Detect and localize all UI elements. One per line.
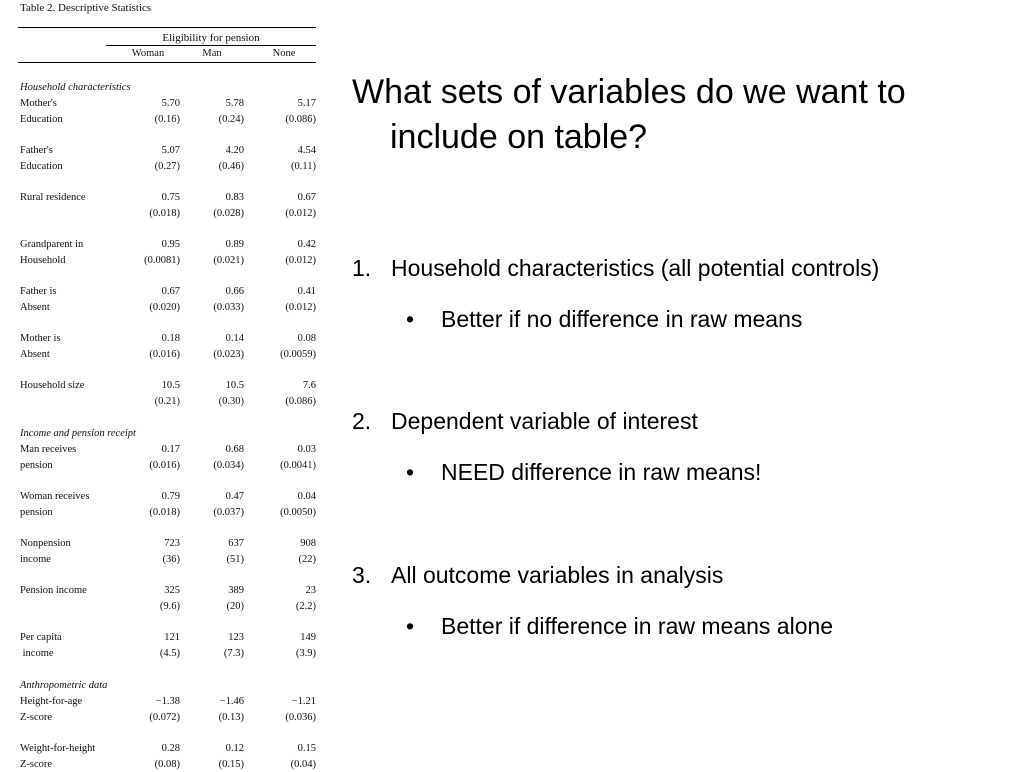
table-cell-none: (0.11) (291, 161, 316, 172)
table-cell-woman: 325 (164, 585, 180, 596)
table-row (20, 112, 318, 127)
column-header-woman: Woman (131, 48, 165, 59)
table-cell-none: (22) (298, 554, 316, 565)
table-cell-man: 0.12 (225, 743, 244, 754)
table-cell-none: (0.04) (290, 759, 316, 770)
table-cell-woman: 0.95 (161, 239, 180, 250)
list-number: 1. (352, 255, 372, 281)
table-top-rule (18, 27, 316, 28)
table-cell-man: (51) (226, 554, 244, 565)
table-row (20, 300, 318, 315)
table-cell-man: (0.033) (213, 302, 244, 313)
table-cell-none: (0.036) (285, 712, 316, 723)
table-cell-man: (0.023) (213, 349, 244, 360)
table-cell-man: 0.89 (225, 239, 244, 250)
eligibility-rule (106, 45, 316, 46)
bullet-icon: • (406, 306, 415, 332)
table-cell-man: 0.47 (225, 491, 244, 502)
table-row (20, 646, 318, 661)
row-label: Education (20, 114, 63, 125)
table-row (20, 583, 318, 598)
row-label: Grandparent in (20, 239, 84, 250)
table-cell-none: 7.6 (302, 380, 316, 391)
table-row (20, 757, 318, 772)
table-cell-woman: (9.6) (159, 601, 180, 612)
table-row (20, 394, 318, 409)
table-caption: Table 2. Descriptive Statistics (20, 2, 152, 14)
eligibility-header: Eligibility for pension (162, 32, 260, 44)
table-cell-woman: 5.07 (161, 145, 180, 156)
table-cell-man: 0.14 (225, 333, 244, 344)
table-cell-woman: (0.072) (149, 712, 180, 723)
table-cell-woman: (0.020) (149, 302, 180, 313)
table-cell-woman: 0.79 (161, 491, 180, 502)
table-cell-none: (0.012) (285, 302, 316, 313)
table-row (20, 489, 318, 504)
row-label: pension (20, 460, 53, 471)
table-cell-none: (0.0050) (280, 507, 316, 518)
table-cell-man: (0.034) (213, 460, 244, 471)
table-cell-none: (0.0059) (280, 349, 316, 360)
table-row (20, 143, 318, 158)
table-cell-woman: (0.27) (154, 161, 180, 172)
row-label: Household (20, 255, 66, 266)
table-cell-woman: (0.016) (149, 460, 180, 471)
section-label: Household characteristics (20, 82, 131, 93)
table-cell-none: 0.04 (297, 491, 316, 502)
table-cell-none: 0.41 (297, 286, 316, 297)
table-cell-woman: −1.38 (155, 696, 180, 707)
column-header-none: None (272, 48, 296, 59)
table-cell-man: (0.028) (213, 208, 244, 219)
section-header-row (20, 678, 318, 693)
row-label: Man receives (20, 444, 77, 455)
table-cell-man: 0.68 (225, 444, 244, 455)
table-cell-man: 389 (228, 585, 244, 596)
table-row (20, 630, 318, 645)
table-cell-woman: 0.18 (161, 333, 180, 344)
row-label: Father is (20, 286, 57, 297)
table-row (20, 442, 318, 457)
table-row (20, 536, 318, 551)
row-label: income (20, 648, 54, 659)
table-cell-woman: 121 (164, 632, 180, 643)
table-cell-none: −1.21 (291, 696, 316, 707)
table-cell-woman: (0.08) (154, 759, 180, 770)
table-cell-woman: 0.67 (161, 286, 180, 297)
table-row (20, 96, 318, 111)
table-cell-none: (0.086) (285, 114, 316, 125)
table-cell-woman: 0.75 (161, 192, 180, 203)
row-label: income (20, 554, 51, 565)
list-text: All outcome variables in analysis (391, 562, 724, 588)
table-row (20, 284, 318, 299)
table-row (20, 505, 318, 520)
table-cell-woman: (4.5) (159, 648, 180, 659)
table-cell-woman: (0.016) (149, 349, 180, 360)
table-row (20, 458, 318, 473)
table-cell-man: (0.24) (218, 114, 244, 125)
list-text: Dependent variable of interest (391, 408, 698, 434)
table-row (20, 710, 318, 725)
slide-content (352, 70, 1012, 639)
table-row (20, 206, 318, 221)
table-row (20, 552, 318, 567)
row-label: Z-score (20, 759, 53, 770)
table-cell-woman: (0.16) (154, 114, 180, 125)
list-number: 3. (352, 562, 372, 588)
section-label: Anthropometric data (20, 680, 108, 691)
row-label: Absent (20, 349, 50, 360)
row-label: Per capita (20, 632, 62, 643)
table-cell-man: 5.78 (225, 98, 244, 109)
table-cell-woman: (0.0081) (144, 255, 180, 266)
table-cell-man: (20) (226, 601, 244, 612)
table-cell-man: 4.20 (225, 145, 244, 156)
table-cell-man: (0.30) (218, 396, 244, 407)
table-cell-woman: (0.018) (149, 507, 180, 518)
list-text: Household characteristics (all potential controls) (391, 255, 880, 281)
table-row (20, 694, 318, 709)
row-label: Height-for-age (20, 696, 83, 707)
row-label: Nonpension (20, 538, 71, 549)
row-label: Father's (20, 145, 53, 156)
table-cell-man: 0.66 (225, 286, 244, 297)
table-cell-woman: (0.018) (149, 208, 180, 219)
table-cell-none: 908 (300, 538, 316, 549)
table-cell-woman: 5.70 (161, 98, 180, 109)
table-row (20, 378, 318, 393)
table-cell-woman: 0.17 (161, 444, 180, 455)
table-cell-woman: (36) (162, 554, 180, 565)
table-cell-none: (0.012) (285, 208, 316, 219)
table-cell-none: 0.67 (297, 192, 316, 203)
row-label: Household size (20, 380, 85, 391)
row-label: Z-score (20, 712, 53, 723)
table-row (20, 331, 318, 346)
row-label: Pension income (20, 585, 87, 596)
table-cell-man: (0.021) (213, 255, 244, 266)
table-cell-woman: 723 (164, 538, 180, 549)
table-row (20, 253, 318, 268)
table-cell-man: (0.15) (218, 759, 244, 770)
slide-heading: What sets of variables do we want to include on table? (352, 73, 906, 156)
table-cell-man: (0.13) (218, 712, 244, 723)
header-rule (18, 62, 316, 63)
table-cell-none: 4.54 (297, 145, 316, 156)
table-cell-man: −1.46 (219, 696, 244, 707)
row-label: Education (20, 161, 63, 172)
bullet-icon: • (406, 613, 415, 639)
table-cell-man: (0.037) (213, 507, 244, 518)
row-label: Rural residence (20, 192, 86, 203)
table-cell-none: 0.03 (297, 444, 316, 455)
section-header-row (20, 426, 318, 441)
table-cell-none: 0.42 (297, 239, 316, 250)
sub-bullet-text: NEED difference in raw means! (441, 459, 762, 485)
table-cell-man: (7.3) (223, 648, 244, 659)
table-row (20, 599, 318, 614)
section-label: Income and pension receipt (20, 428, 136, 439)
table-cell-man: 10.5 (225, 380, 244, 391)
table-cell-man: 123 (228, 632, 244, 643)
section-header-row (20, 80, 318, 95)
table-row (20, 347, 318, 362)
table-row (20, 159, 318, 174)
table-cell-none: (0.0041) (280, 460, 316, 471)
table-cell-none: (0.012) (285, 255, 316, 266)
sub-bullet-text: Better if difference in raw means alone (441, 613, 834, 639)
row-label: Woman receives (20, 491, 90, 502)
table-cell-none: 149 (300, 632, 316, 643)
bullet-icon: • (406, 459, 415, 485)
table-cell-man: (0.46) (218, 161, 244, 172)
table-row (20, 190, 318, 205)
table-cell-woman: 0.28 (161, 743, 180, 754)
table-cell-man: 637 (228, 538, 244, 549)
table-cell-woman: (0.21) (154, 396, 180, 407)
table-cell-none: 23 (305, 585, 316, 596)
table-cell-none: (3.9) (295, 648, 316, 659)
row-label: Absent (20, 302, 50, 313)
table-cell-none: (0.086) (285, 396, 316, 407)
table-row (20, 237, 318, 252)
table-row (20, 741, 318, 756)
table-cell-none: (2.2) (295, 601, 316, 612)
row-label: Weight-for-height (20, 743, 96, 754)
table-cell-none: 5.17 (297, 98, 316, 109)
table-cell-woman: 10.5 (161, 380, 180, 391)
row-label: Mother's (20, 98, 57, 109)
column-header-man: Man (202, 48, 222, 59)
table-cell-none: 0.08 (297, 333, 316, 344)
row-label: Mother is (20, 333, 61, 344)
table-cell-man: 0.83 (225, 192, 244, 203)
table-cell-none: 0.15 (297, 743, 316, 754)
descriptive-statistics-table (18, 0, 318, 768)
sub-bullet-text: Better if no difference in raw means (441, 306, 803, 332)
list-number: 2. (352, 408, 372, 434)
row-label: pension (20, 507, 53, 518)
